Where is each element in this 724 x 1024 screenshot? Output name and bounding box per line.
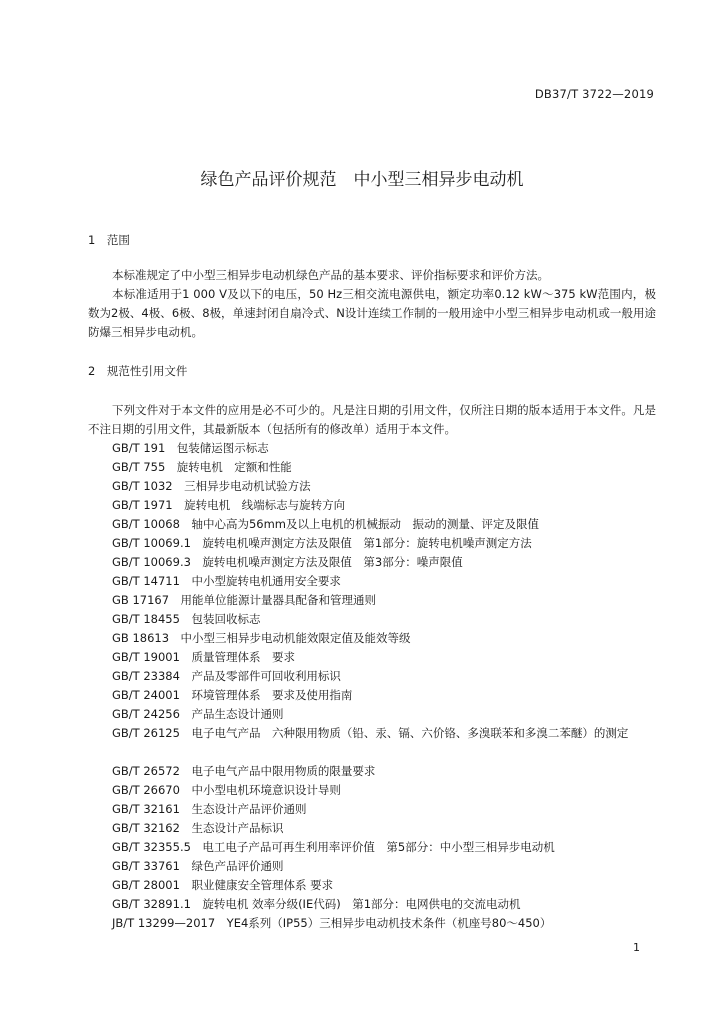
reference-item: GB/T 23384 产品及零部件可回收利用标识 [112,669,341,683]
reference-item: GB/T 1971 旋转电机 线端标志与旋转方向 [112,498,346,512]
page-number: 1 [633,941,640,954]
reference-item: GB/T 33761 绿色产品评价通则 [112,859,284,873]
reference-item: GB/T 14711 中小型旋转电机通用安全要求 [112,574,341,588]
reference-item: GB/T 18455 包装回收标志 [112,612,261,626]
reference-item: GB/T 24001 环境管理体系 要求及使用指南 [112,688,353,702]
reference-item: GB/T 19001 质量管理体系 要求 [112,650,295,664]
section-2-heading: 2 规范性引用文件 [88,364,188,378]
reference-item: GB/T 10068 轴中心高为56mm及以上电机的机械振动 振动的测量、评定及限值 [112,517,539,531]
reference-item: GB/T 191 包装储运图示标志 [112,441,269,455]
reference-item: GB/T 26670 中小型电机环境意识设计导则 [112,783,341,797]
reference-item: GB/T 755 旋转电机 定额和性能 [112,460,292,474]
reference-item: GB 18613 中小型三相异步电动机能效限定值及能效等级 [112,631,411,645]
reference-item: GB/T 10069.3 旋转电机噪声测定方法及限值 第3部分：噪声限值 [112,555,463,569]
references-intro: 下列文件对于本文件的应用是必不可少的。凡是注日期的引用文件，仅所注日期的版本适用于本文件。凡是不注日期的引用文件，其最新版本（包括所有的修改单）适用于本文件。 [88,403,656,436]
reference-item: GB/T 26125 电子电气产品 六种限用物质（铅、汞、镉、六价铬、多溴联苯和多溴二苯醚）的测定 [112,726,629,740]
reference-item: GB/T 24256 产品生态设计通则 [112,707,284,721]
scope-paragraph-1: 本标准规定了中小型三相异步电动机绿色产品的基本要求、评价指标要求和评价方法。 [112,268,549,282]
document-code: DB37/T 3722—2019 [534,87,654,101]
reference-item: JB/T 13299—2017 YE4系列（IP55）三相异步电动机技术条件（机座号80～450） [112,916,552,930]
scope-paragraph-2: 本标准适用于1 000 V及以下的电压，50 Hz三相交流电源供电，额定功率0.12 kW～375 kW范围内，极数为2极、4极、6极、8极，单速封闭自扇冷式、N设计连续工作制的一般用途中小型三相异步电动机或一般用途防爆三相异步电动机。 [88,287,656,339]
reference-item: GB/T 32891.1 旋转电机 效率分级(IE代码) 第1部分：电网供电的交流电动机 [112,897,521,911]
reference-item: GB/T 32161 生态设计产品评价通则 [112,802,307,816]
document-title: 绿色产品评价规范 中小型三相异步电动机 [200,170,524,190]
reference-item: GB/T 32355.5 电工电子产品可再生利用率评价值 第5部分：中小型三相异步电动机 [112,840,555,854]
reference-item: GB/T 10069.1 旋转电机噪声测定方法及限值 第1部分：旋转电机噪声测定方法 [112,536,532,550]
reference-list [112,439,656,933]
reference-item: GB 17167 用能单位能源计量器具配备和管理通则 [112,593,377,607]
reference-item: GB/T 32162 生态设计产品标识 [112,821,284,835]
reference-item: GB/T 28001 职业健康安全管理体系 要求 [112,878,334,892]
section-1-heading: 1 范围 [88,233,130,247]
reference-item: GB/T 26572 电子电气产品中限用物质的限量要求 [112,764,376,778]
reference-item: GB/T 1032 三相异步电动机试验方法 [112,479,311,493]
